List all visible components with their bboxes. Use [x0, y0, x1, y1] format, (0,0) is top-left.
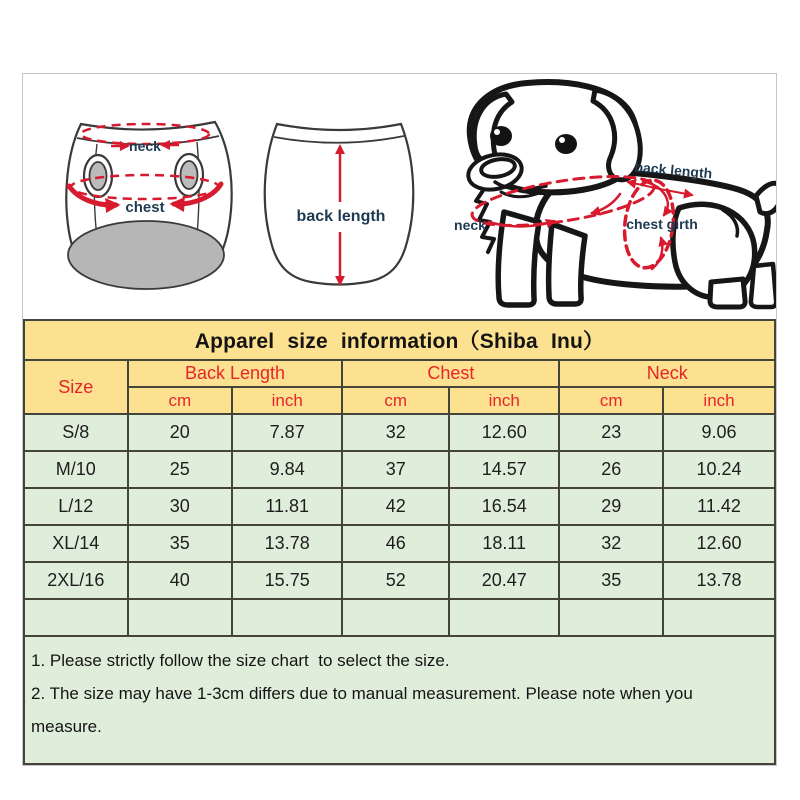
value-cell: 20 [128, 414, 232, 451]
size-cell: 2XL/16 [24, 562, 128, 599]
size-cell: XL/14 [24, 525, 128, 562]
value-cell: 30 [128, 488, 232, 525]
dog-eye-left-highlight [494, 129, 500, 135]
value-cell: 9.84 [232, 451, 342, 488]
table-header-row [24, 360, 775, 387]
unit-cell: cm [342, 387, 449, 414]
value-cell: 12.60 [663, 525, 775, 562]
value-cell: 12.60 [449, 414, 559, 451]
unit-cell: inch [449, 387, 559, 414]
size-cell: M/10 [24, 451, 128, 488]
value-cell: 11.81 [232, 488, 342, 525]
value-cell: 13.78 [232, 525, 342, 562]
front-neck-label: neck [129, 138, 161, 154]
value-cell: 46 [342, 525, 449, 562]
value-cell: 26 [559, 451, 663, 488]
belly-patch [68, 221, 224, 289]
table-units-row [24, 387, 775, 414]
table-title-row [24, 320, 775, 360]
dog-front-leg-far [549, 224, 585, 304]
col-header-back-length: Back Length [128, 360, 343, 387]
back-garment-diagram [265, 124, 414, 285]
armhole-right-inner [181, 161, 198, 189]
table-row-empty [24, 599, 775, 636]
value-cell: 11.42 [663, 488, 775, 525]
value-cell: 10.24 [663, 451, 775, 488]
empty-cell [128, 599, 232, 636]
dog-tail [756, 183, 776, 213]
dog-eye-right-highlight [559, 137, 565, 143]
value-cell: 16.54 [449, 488, 559, 525]
dog-hind-paw [710, 279, 745, 307]
value-cell: 32 [342, 414, 449, 451]
unit-cell: inch [232, 387, 342, 414]
dog-chest-girth-label: chest girth [626, 216, 698, 232]
table-notes-row [24, 636, 775, 764]
value-cell: 37 [342, 451, 449, 488]
empty-cell [342, 599, 449, 636]
empty-cell [663, 599, 775, 636]
notes-cell [24, 636, 775, 764]
value-cell: 15.75 [232, 562, 342, 599]
dog-eye-left [490, 126, 512, 146]
apparel-size-table [23, 319, 776, 765]
empty-cell [232, 599, 342, 636]
content-panel [22, 73, 777, 766]
value-cell: 23 [559, 414, 663, 451]
value-cell: 20.47 [449, 562, 559, 599]
note-1: 1. Please strictly follow the size chart to select the size. [31, 651, 450, 670]
empty-cell [449, 599, 559, 636]
value-cell: 42 [342, 488, 449, 525]
dog-eye-right [555, 134, 577, 154]
value-cell: 40 [128, 562, 232, 599]
back-length-label: back length [296, 208, 386, 225]
unit-cell: inch [663, 387, 775, 414]
dog-diagram [454, 82, 776, 307]
note-2: 2. The size may have 1-3cm differs due to manual measurement. Please note when you measure. [31, 684, 698, 737]
empty-cell [24, 599, 128, 636]
table-row-m10 [24, 451, 775, 488]
front-chest-label: chest [125, 199, 165, 216]
col-header-size: Size [24, 360, 128, 414]
value-cell: 35 [128, 525, 232, 562]
table-row-l12 [24, 488, 775, 525]
value-cell: 9.06 [663, 414, 775, 451]
col-header-chest: Chest [342, 360, 559, 387]
value-cell: 32 [559, 525, 663, 562]
table-title: Apparel size information（Shiba Inu） [24, 320, 775, 360]
value-cell: 14.57 [449, 451, 559, 488]
size-cell: S/8 [24, 414, 128, 451]
size-cell: L/12 [24, 488, 128, 525]
unit-cell: cm [128, 387, 232, 414]
empty-cell [559, 599, 663, 636]
table-row-s8 [24, 414, 775, 451]
value-cell: 29 [559, 488, 663, 525]
value-cell: 7.87 [232, 414, 342, 451]
value-cell: 25 [128, 451, 232, 488]
front-garment-diagram [66, 122, 231, 289]
measurement-diagrams [23, 74, 776, 319]
dog-back-length-label: back length [633, 158, 713, 182]
table-row-2xl16 [24, 562, 775, 599]
value-cell: 18.11 [449, 525, 559, 562]
value-cell: 35 [559, 562, 663, 599]
table-row-xl14 [24, 525, 775, 562]
value-cell: 13.78 [663, 562, 775, 599]
value-cell: 52 [342, 562, 449, 599]
unit-cell: cm [559, 387, 663, 414]
col-header-neck: Neck [559, 360, 775, 387]
dog-neck-label: neck [454, 217, 486, 233]
